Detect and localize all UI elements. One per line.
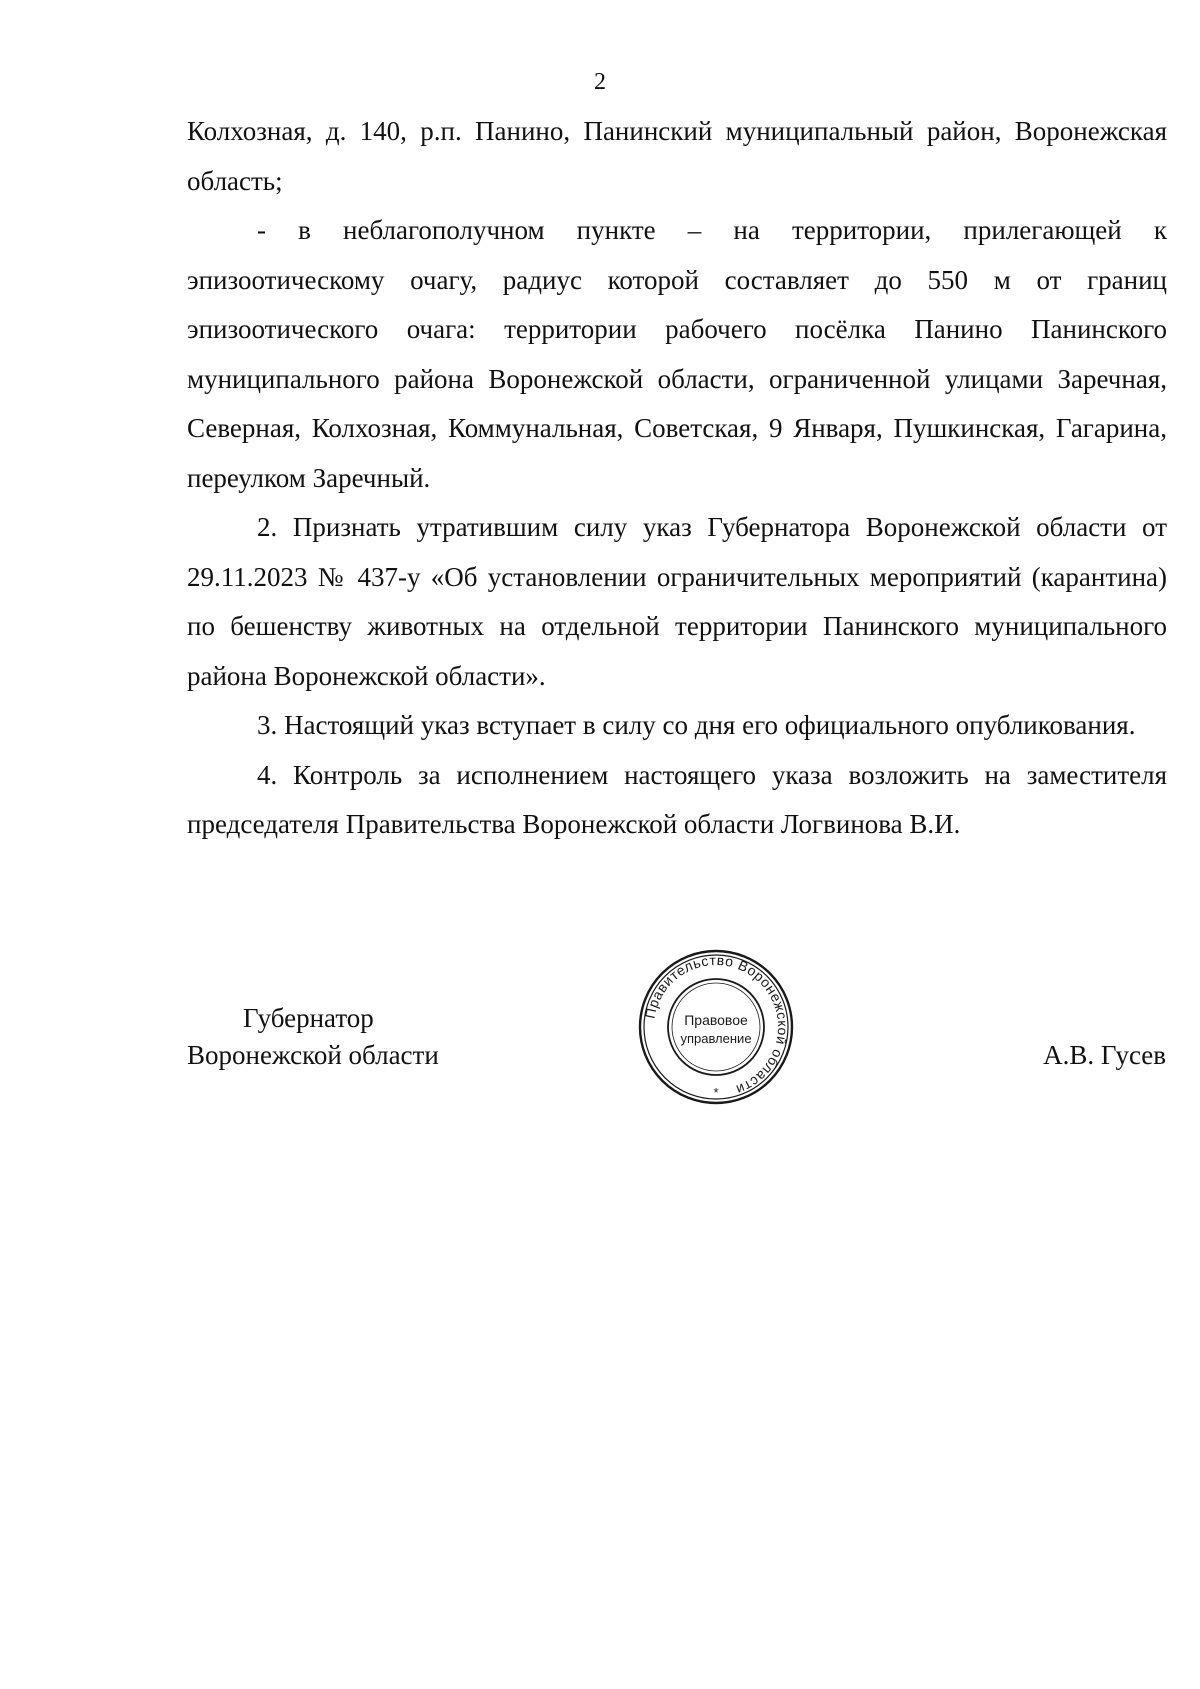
seal-inner-line2: управление (680, 1031, 752, 1046)
paragraph-item-3: 3. Настоящий указ вступает в силу со дня его официального опубликования. (257, 710, 1136, 740)
document-body (187, 107, 1167, 850)
official-seal (636, 947, 796, 1107)
seal-star: * (713, 1085, 719, 1100)
signatory-title (187, 1000, 439, 1074)
seal-inner-line1: Правовое (684, 1012, 748, 1028)
seal-outer-text: Правительство Воронежской области (641, 951, 792, 1099)
signatory-name: А.В. Гусев (1043, 1040, 1166, 1070)
paragraph-territory: - в неблагополучном пункте – на территории, прилегающей к эпизоотическому очагу, радиус которой составляет до 550 м от границ эпизоотического очага: территории рабочего посёлка Панино Панинского муниципального района Воронежской области, ограниченной улицами Заречная, Северная, Колхозная, Коммунальная, Советская, 9 Января, Пушкинская, Гагарина, переулком Заречный. (187, 215, 1167, 493)
signatory-title-line2: Воронежской области (187, 1040, 439, 1070)
paragraph-item-2: 2. Признать утратившим силу указ Губернатора Воронежской области от 29.11.2023 № 437-у «Об установлении ограничительных мероприятий (карантина) по бешенству животных на отдельной территории Панинского муниципального района Воронежской области». (187, 512, 1167, 691)
signatory-title-line1: Губернатор (243, 1003, 374, 1033)
page-number: 2 (594, 69, 606, 95)
paragraph-continuation: Колхозная, д. 140, р.п. Панино, Панинский муниципальный район, Воронежская область; (187, 116, 1167, 196)
paragraph-item-4: 4. Контроль за исполнением настоящего указа возложить на заместителя председателя Правительства Воронежской области Логвинова В.И. (187, 759, 1167, 839)
